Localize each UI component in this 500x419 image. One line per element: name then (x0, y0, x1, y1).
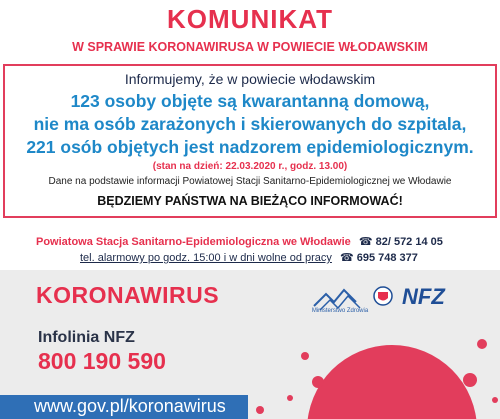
page-subtitle: W SPRAWIE KORONAWIRUSA W POWIECIE WŁODAWSKIM (72, 40, 428, 54)
page-title: KOMUNIKAT (167, 4, 333, 34)
campaign-banner (0, 270, 500, 419)
notice-status-date: (stan na dzień: 22.03.2020 r., godz. 13.00) (152, 161, 348, 172)
ministry-logo-icon (312, 284, 364, 320)
ministry-label: Ministerstwo Zdrowia (311, 308, 369, 314)
hotline-label: Infolinia NFZ (38, 329, 135, 346)
alarm-text-link[interactable]: tel. alarmowy po godz. 15:00 i w dni wolne od pracy (80, 252, 332, 264)
notice-surveillance-count: 221 osób objętych jest nadzorem epidemiologicznym. (26, 137, 474, 157)
notice-closing: BĘDZIEMY PAŃSTWA NA BIEŻĄCO INFORMOWAĆ! (97, 194, 403, 208)
campaign-url-link[interactable]: www.gov.pl/koronawirus (34, 396, 226, 416)
nfz-emblem-icon (373, 284, 393, 308)
notice-quarantine-count: 123 osoby objęte są kwarantanną domową, (70, 91, 430, 111)
station-name: Powiatowa Stacja Sanitarno-Epidemiologiczna we Włodawie (36, 236, 351, 248)
notice-infected-status: nie ma osób zarażonych i skierowanych do szpitala, (33, 114, 467, 134)
notice-source: Dane na podstawie informacji Powiatowej Stacji Sanitarno-Epidemiologicznej we Włodawie (48, 176, 452, 187)
hotline-number: 800 190 590 (38, 348, 166, 374)
station-contact (36, 235, 443, 248)
alarm-contact (80, 251, 418, 264)
alarm-phone: ☎ 695 748 377 (339, 252, 418, 264)
campaign-heading: KORONAWIRUS (36, 282, 220, 308)
nfz-logo-text: NFZ (402, 284, 445, 309)
url-bar (0, 395, 248, 419)
station-phone: ☎ 82/ 572 14 05 (358, 236, 443, 248)
notice-box (3, 64, 497, 218)
notice-intro: Informujemy, że w powiecie włodawskim (124, 71, 376, 87)
